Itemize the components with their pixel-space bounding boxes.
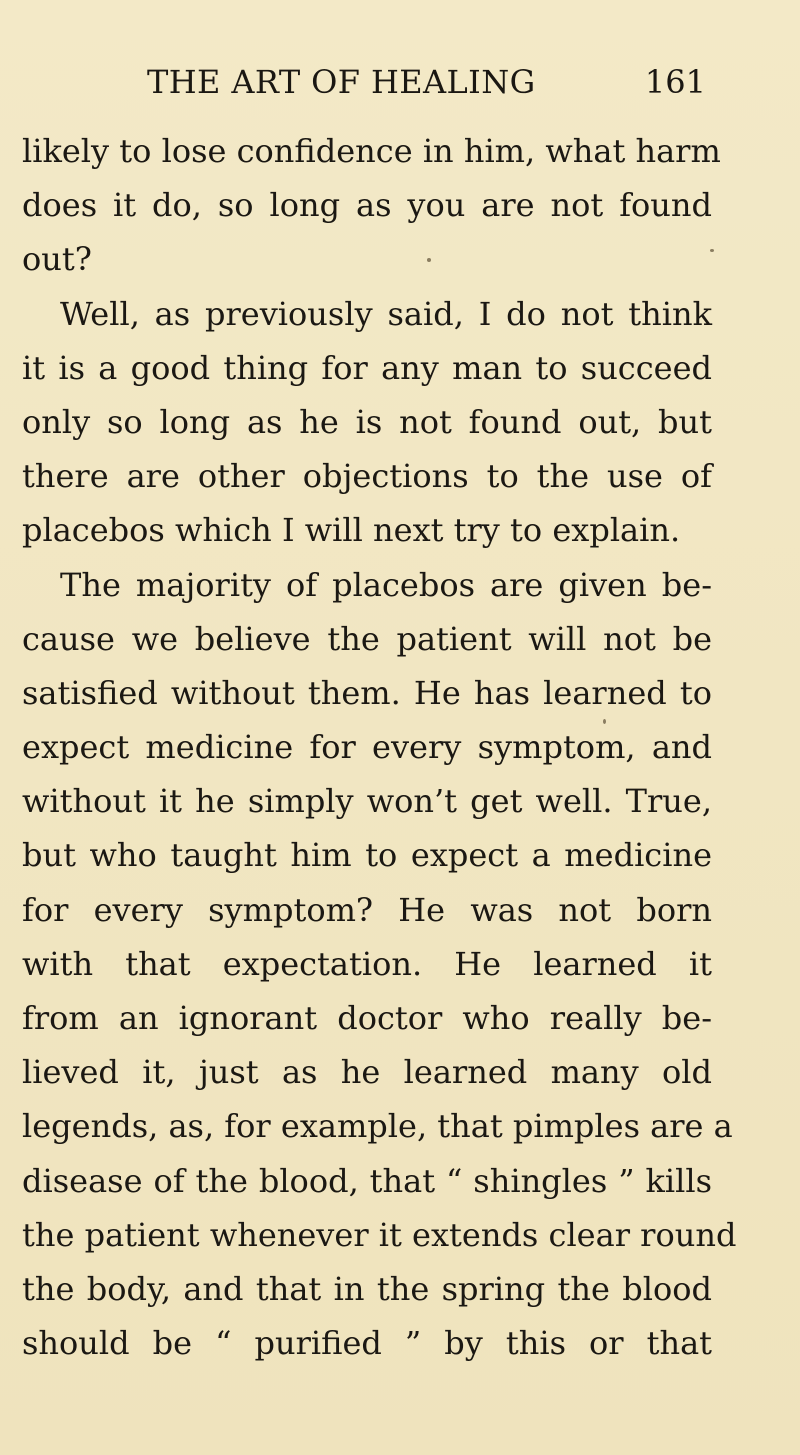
text-line: satisfied without them. He has learned to <box>22 673 712 712</box>
text-line: with that expectation. He learned it <box>22 944 712 983</box>
text-line: does it do, so long as you are not found <box>22 186 712 225</box>
text-line: likely to lose confidence in him, what harm <box>22 132 721 170</box>
text-line: from an ignorant doctor who really be- <box>22 999 712 1037</box>
text-line: without it he simply won’t get well. True, <box>22 782 712 821</box>
paper-speck <box>427 258 431 262</box>
text-line: The majority of placebos are given be- <box>60 565 712 604</box>
running-title: THE ART OF HEALING <box>147 63 536 101</box>
text-line: only so long as he is not found out, but <box>22 402 712 441</box>
text-line: Well, as previously said, I do not think <box>60 294 712 333</box>
text-line: expect medicine for every symptom, and <box>22 728 712 767</box>
text-line: but who taught him to expect a medicine <box>22 836 712 875</box>
page-number: 161 <box>644 63 706 101</box>
text-line: it is a good thing for any man to succeed <box>22 348 712 387</box>
text-line: the patient whenever it extends clear round <box>22 1215 737 1254</box>
page-header <box>0 60 800 104</box>
paper-speck <box>710 249 714 252</box>
text-line: lieved it, just as he learned many old <box>22 1053 712 1092</box>
text-line: for every symptom? He was not born <box>22 890 712 929</box>
text-line: out? <box>22 240 92 279</box>
text-line: the body, and that in the spring the blood <box>22 1269 712 1308</box>
text-line: legends, as, for example, that pimples are a <box>22 1107 733 1146</box>
paper-speck <box>603 719 606 724</box>
text-line: disease of the blood, that “ shingles ” kills <box>22 1161 712 1200</box>
text-line: cause we believe the patient will not be <box>22 619 712 658</box>
body-text <box>22 124 737 1370</box>
text-line: placebos which I will next try to explain. <box>22 511 681 550</box>
text-line: should be “ purified ” by this or that <box>22 1324 712 1363</box>
text-line: there are other objections to the use of <box>22 457 712 496</box>
